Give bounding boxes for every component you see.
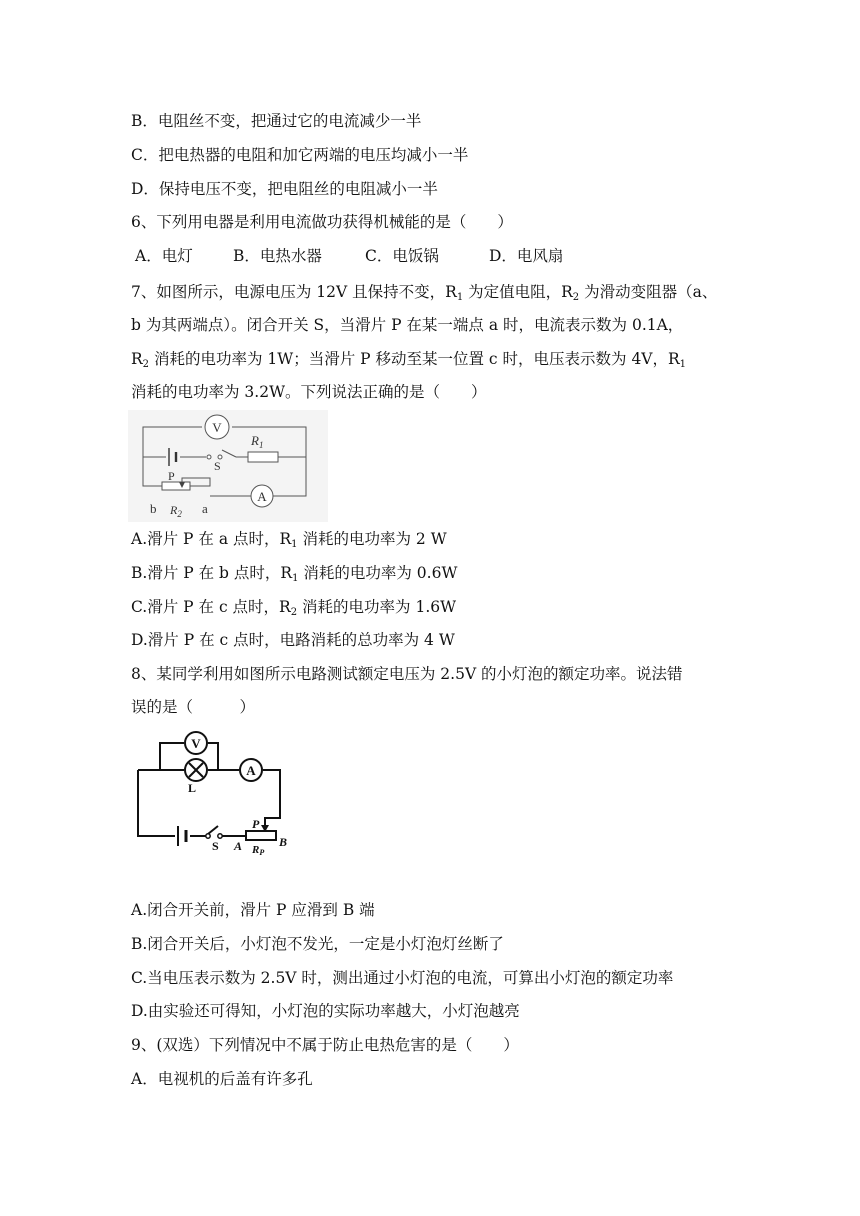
rp-label: RP	[252, 844, 265, 856]
q7-circuit-diagram	[128, 410, 328, 522]
q8-option-c: C.当电压表示数为 2.5V 时，测出通过小灯泡的电流，可算出小灯泡的额定功率	[131, 969, 674, 987]
q8-option-b: B.闭合开关后，小灯泡不发光，一定是小灯泡灯丝断了	[131, 935, 504, 953]
q7-option-d: D.滑片 P 在 c 点时，电路消耗的总功率为 4 W	[131, 631, 455, 649]
q7-stem-line3: $R_2$ 消耗的电功率为 1W；当滑片 P 移动至某一位置 c 时，电压表示数为 4V，$R_1$	[131, 350, 687, 370]
q8-circuit-diagram	[128, 728, 296, 856]
switch-contact-left	[207, 455, 211, 459]
end-b-label: B	[279, 835, 288, 849]
switch-contact-left	[206, 834, 210, 838]
switch-label: S	[212, 839, 219, 853]
q5-option-c: C．把电热器的电阻和加它两端的电压均减小一半	[131, 146, 469, 164]
ammeter-label: A	[246, 763, 256, 778]
q5-option-d: D．保持电压不变，把电阻丝的电阻减小一半	[131, 180, 438, 198]
rheostat-r2	[162, 482, 190, 490]
q7-option-b: B.滑片 P 在 b 点时，$R_1$ 消耗的电功率为 0.6W	[131, 564, 458, 584]
end-a-label: A	[234, 839, 243, 853]
end-a-label: a	[202, 501, 208, 516]
q6-options	[135, 246, 563, 266]
rheostat-rp	[246, 831, 276, 840]
lamp-label: L	[188, 781, 197, 795]
q6-option-d: D．电风扇	[489, 247, 564, 265]
voltmeter-label: V	[212, 420, 222, 435]
voltmeter-label: V	[191, 736, 201, 751]
q8-option-d: D.由实验还可得知，小灯泡的实际功率越大，小灯泡越亮	[131, 1002, 520, 1020]
q6-option-a: A．电灯	[135, 247, 193, 265]
ammeter-label: A	[257, 489, 267, 504]
q8-stem-line1: 8、某同学利用如图所示电路测试额定电压为 2.5V 的小灯泡的额定功率。说法错	[131, 665, 683, 683]
switch-label: S	[214, 459, 221, 473]
slider-label: P	[168, 469, 175, 483]
switch-contact-right	[218, 834, 222, 838]
q7-stem-line2: b 为其两端点）。闭合开关 S，当滑片 P 在某一端点 a 时，电流表示数为 0.1A，	[131, 316, 684, 334]
q9-stem: 9、(双选）下列情况中不属于防止电热危害的是（ ）	[131, 1036, 519, 1054]
end-b-label: b	[150, 501, 157, 516]
r1-label: $R_1$	[251, 433, 264, 450]
q7-stem-line4: 消耗的电功率为 3.2W。下列说法正确的是（ ）	[131, 383, 487, 401]
q8-option-a: A.闭合开关前，滑片 P 应滑到 B 端	[131, 901, 375, 919]
q6-stem: 6、下列用电器是利用电流做功获得机械能的是（ ）	[131, 213, 513, 231]
q7-stem-line1: 7、如图所示，电源电压为 12V 且保持不变，$R_1$ 为定值电阻，$R_2$ 为滑动变阻器（a、	[131, 283, 718, 303]
q7-option-a: A.滑片 P 在 a 点时，$R_1$ 消耗的电功率为 2 W	[131, 530, 447, 550]
q5-option-b: B．电阻丝不变，把通过它的电流减少一半	[131, 112, 422, 130]
r2-label: $R_2$	[170, 503, 182, 519]
q8-stem-line2: 误的是（ ）	[131, 698, 256, 716]
q6-option-b: B．电热水器	[233, 247, 322, 265]
q7-option-c: C.滑片 P 在 c 点时，$R_2$ 消耗的电功率为 1.6W	[131, 598, 457, 618]
q9-option-a: A．电视机的后盖有许多孔	[131, 1070, 313, 1088]
resistor-r1	[248, 452, 278, 462]
slider-label: P	[252, 817, 260, 831]
q6-option-c: C．电饭锅	[365, 247, 439, 265]
